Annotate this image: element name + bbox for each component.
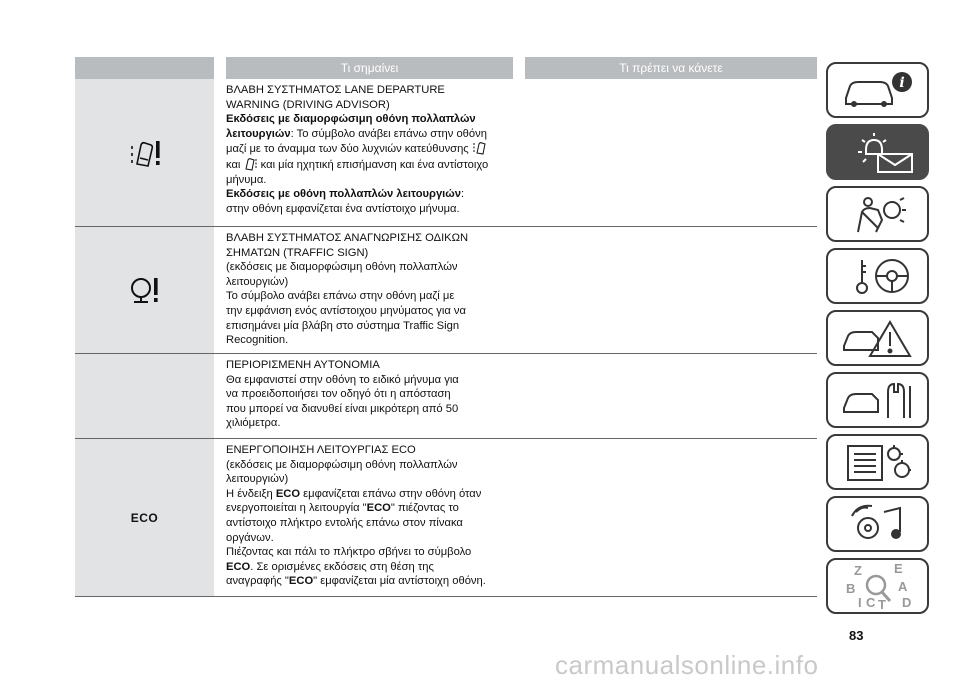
airbag-seatbelt-icon	[838, 192, 918, 236]
index-letter: Z	[853, 563, 862, 578]
table-row	[75, 79, 817, 227]
alphabetical-index-icon	[838, 561, 918, 611]
text-line: ΣΗΜΑΤΩΝ (TRAFFIC SIGN)	[226, 246, 369, 259]
text-line: στην οθόνη εμφανίζεται ένα αντίστοιχο μήνυμα.	[226, 202, 460, 215]
text-line	[226, 501, 513, 516]
text-line: Θα εμφανιστεί στην οθόνη το ειδικό μήνυμα για	[226, 373, 459, 386]
text-line: (εκδόσεις με διαμορφώσιμη οθόνη πολλαπλών	[226, 261, 458, 274]
table-row	[75, 354, 817, 439]
text-span: : Το σύμβολο ανάβει επάνω στην οθόνη	[290, 127, 487, 140]
table-header	[75, 57, 817, 79]
text-line: την εμφάνιση ενός αντίστοιχου μηνύματος για να	[226, 304, 466, 317]
text-line: χιλιόμετρα.	[226, 417, 281, 430]
technical-data-icon	[838, 440, 918, 484]
text-line: Recognition.	[226, 334, 289, 347]
text-line: λειτουργιών)	[226, 275, 289, 288]
index-letter: C	[865, 595, 875, 610]
text-line	[226, 112, 513, 127]
steering-wheel-key-icon	[838, 254, 918, 298]
text-line: μήνυμα.	[226, 173, 267, 186]
text-line	[226, 560, 513, 575]
watermark: carmanualsonline.info	[555, 650, 819, 680]
eco-indicator-label: ECO	[130, 510, 159, 525]
text-line: ΕΝΕΡΓΟΠΟΙΗΣΗ ΛΕΙΤΟΥΡΓΙΑΣ ECO	[226, 444, 416, 456]
warning-light-message-icon	[838, 130, 918, 174]
text-line	[226, 487, 513, 502]
text-line: να προειδοποιήσει τον οδηγό ότι η απόσταση	[226, 388, 451, 401]
table-row	[75, 227, 817, 354]
symbol-cell	[75, 354, 214, 438]
traffic-sign-recognition-icon	[127, 273, 163, 307]
action-cell	[513, 439, 817, 596]
index-letter: B	[845, 581, 855, 596]
bold-text: ECO	[288, 575, 314, 588]
lane-departure-small-icon	[244, 157, 258, 171]
tab-starting-driving[interactable]	[826, 248, 929, 304]
text-line	[226, 127, 513, 142]
tab-multimedia[interactable]	[826, 496, 929, 552]
bold-text: ECO	[275, 487, 301, 500]
action-cell	[513, 354, 817, 438]
text-span: " πιέζοντας το	[390, 502, 459, 515]
tab-car-info[interactable]	[826, 62, 929, 118]
table-row	[75, 439, 817, 597]
text-line	[226, 141, 513, 157]
bold-text: Εκδόσεις με διαμορφώσιμη οθόνη πολλαπλών	[226, 113, 476, 126]
text-span: εμφανίζεται επάνω στην οθόνη όταν	[303, 487, 482, 500]
header-symbol-column	[75, 57, 226, 79]
chapter-tabs	[826, 62, 929, 620]
meaning-cell	[214, 227, 513, 353]
lane-departure-warning-icon	[127, 136, 163, 170]
action-cell	[513, 79, 817, 226]
text-span: αναγραφής "	[226, 575, 289, 588]
text-line	[226, 574, 513, 589]
symbol-cell	[75, 439, 214, 596]
text-span: μαζί με το άναμμα των δύο λυχνιών κατεύθυνσης	[226, 143, 469, 156]
text-span: " εμφανίζεται μία αντίστοιχη οθόνη.	[313, 575, 486, 588]
text-span: Η ένδειξη	[226, 487, 273, 500]
lane-departure-small-icon	[472, 141, 488, 155]
text-line: λειτουργιών)	[226, 473, 289, 486]
index-letter: T	[877, 597, 886, 611]
text-span: και μία ηχητική επισήμανση και ένα αντίστοιχο	[260, 158, 489, 171]
text-line	[226, 157, 513, 173]
text-span: . Σε ορισμένες εκδόσεις στη θέση της	[250, 560, 434, 573]
text-line: ΒΛΑΒΗ ΣΥΣΤΗΜΑΤΟΣ LANE DEPARTURE	[226, 84, 445, 96]
text-line	[226, 187, 513, 202]
text-line: ΠΕΡΙΟΡΙΣΜΕΝΗ ΑΥΤΟΝΟΜΙΑ	[226, 359, 380, 371]
header-action: Τι πρέπει να κάνετε	[525, 57, 817, 79]
text-line: αντίστοιχο πλήκτρο εντολής επάνω στον πίνακα	[226, 516, 463, 529]
bold-text: ECO	[226, 560, 251, 573]
text-span: και	[226, 158, 241, 171]
meaning-cell	[214, 439, 513, 596]
page-number: 83	[849, 628, 864, 643]
text-line: επισημάνει μία βλάβη στο σύστημα Traffic Sign	[226, 319, 460, 332]
bold-text: Εκδόσεις με οθόνη πολλαπλών λειτουργιών	[226, 188, 461, 201]
text-line: Το σύμβολο ανάβει επάνω στην οθόνη μαζί με	[226, 290, 455, 303]
tab-safety[interactable]	[826, 186, 929, 242]
car-info-icon	[838, 68, 918, 112]
warning-lights-table	[75, 57, 817, 597]
symbol-cell	[75, 227, 214, 353]
maintenance-tools-icon	[838, 378, 918, 422]
action-cell	[513, 227, 817, 353]
text-line: (εκδόσεις με διαμορφώσιμη οθόνη πολλαπλών	[226, 458, 458, 471]
text-line: που μπορεί να διανυθεί είναι μικρότερη από 50	[226, 402, 459, 415]
meaning-cell	[214, 79, 513, 226]
text-line: ΒΛΑΒΗ ΣΥΣΤΗΜΑΤΟΣ ΑΝΑΓΝΩΡΙΣΗΣ ΟΔΙΚΩΝ	[226, 232, 469, 244]
index-letter: D	[901, 595, 911, 610]
symbol-cell	[75, 79, 214, 226]
text-span: :	[460, 188, 465, 201]
text-line: Πιέζοντας και πάλι το πλήκτρο σβήνει το σύμβολο	[226, 546, 472, 559]
index-letter: A	[897, 579, 907, 594]
index-letter: E	[893, 561, 903, 576]
tab-warning-lights[interactable]	[826, 124, 929, 180]
breakdown-triangle-icon	[838, 316, 918, 360]
tab-index[interactable]	[826, 558, 929, 614]
text-line: οργάνων.	[226, 531, 274, 544]
text-span: ενεργοποιείται η λειτουργία "	[226, 502, 367, 515]
tab-maintenance[interactable]	[826, 372, 929, 428]
index-letter: I	[857, 595, 862, 610]
meaning-cell	[214, 354, 513, 438]
bold-text: ECO	[366, 502, 391, 515]
multimedia-icon	[838, 502, 918, 546]
text-line: WARNING (DRIVING ADVISOR)	[226, 98, 390, 111]
header-meaning: Τι σημαίνει	[226, 57, 525, 79]
tab-technical-data[interactable]	[826, 434, 929, 490]
svg-text:i: i	[898, 75, 905, 91]
bold-text: λειτουργιών	[226, 127, 291, 140]
tab-emergency[interactable]	[826, 310, 929, 366]
